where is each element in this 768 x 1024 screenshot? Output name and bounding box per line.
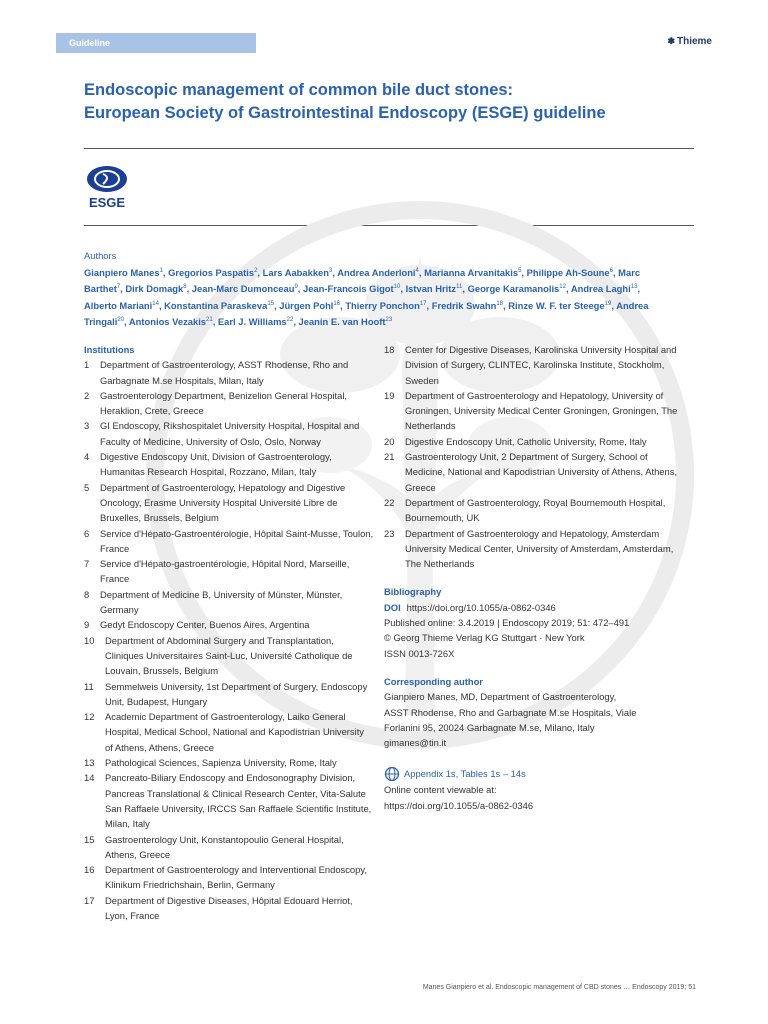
appendix-block: [384, 766, 684, 782]
author-name: Dirk Domagk: [125, 283, 184, 295]
esge-logo-text: ESGE: [88, 195, 126, 210]
author-affiliation: 3: [329, 267, 333, 274]
institution-item: [84, 480, 374, 526]
institution-text: Center for Digestive Diseases, Karolinska University Hospital and Division of Surgery, CLINTEC, Karolinska Institute, Stockholm, Sweden: [405, 344, 677, 386]
institution-item: [84, 357, 374, 388]
title-line-1: Endoscopic management of common bile duct stones:: [84, 81, 514, 99]
author-affiliation: 19: [604, 300, 612, 307]
appendix-url[interactable]: https://doi.org/10.1055/a-0862-0346: [384, 799, 534, 811]
published-line: Published online: 3.4.2019 | Endoscopy 2019; 51: 472–491: [384, 617, 630, 629]
author-name: Gregorios Paspatis: [168, 266, 255, 278]
author-affiliation: 10: [393, 284, 401, 291]
author-name: Jürgen Pohl: [279, 299, 334, 311]
author-affiliation: 9: [294, 284, 298, 291]
institution-number: 2: [84, 389, 90, 401]
section-label: Guideline: [56, 33, 256, 53]
institution-item: [84, 449, 374, 480]
institution-item: [84, 388, 374, 419]
institution-number: 9: [84, 619, 90, 631]
corresponding-line-1: Gianpiero Manes, MD, Department of Gastroenterology,: [384, 691, 617, 703]
globe-icon: [384, 766, 400, 782]
institution-text: Department of Gastroenterology and Hepatology, University of Groningen, University Medical Center Groningen, Groningen, The Netherlands: [405, 389, 678, 432]
institution-number: 10: [84, 634, 95, 646]
thieme-logo-icon: ✽: [667, 36, 675, 46]
author-name: Lars Aabakken: [262, 266, 329, 278]
institution-item: [84, 679, 374, 710]
author-affiliation: 18: [496, 300, 504, 307]
institution-number: 15: [84, 833, 95, 845]
author-name: Jeanin E. van Hooft: [298, 316, 386, 328]
author-name: Fredrik Swahn: [431, 299, 497, 311]
author-name: Jean-Marc Dumonceau: [191, 283, 295, 295]
institution-item: [384, 495, 684, 526]
institution-text: Gastroenterology Department, Benizelion General Hospital, Heraklion, Crete, Greece: [100, 389, 348, 417]
institution-item: [84, 709, 374, 755]
institution-item: [384, 449, 684, 495]
bibliography-label: Bibliography: [384, 586, 442, 598]
esge-emblem-icon: [84, 165, 130, 211]
institution-text: Pathological Sciences, Sapienza University, Rome, Italy: [105, 757, 337, 769]
institution-item: [84, 893, 374, 924]
institution-text: Department of Gastroenterology and Interventional Endoscopy, Klinikum Friedrichshain, Berlin, Germany: [105, 864, 367, 891]
appendix-online-line: Online content viewable at:: [384, 784, 497, 796]
institution-item: [84, 556, 374, 587]
institution-item: [84, 832, 374, 863]
institution-number: 3: [84, 420, 90, 432]
institution-text: Department of Abdominal Surgery and Transplantation, Cliniques Universitaires Saint-Luc, Université Catholique de Louvain, Brussels, Belgium: [105, 634, 353, 677]
author-affiliation: 5: [518, 267, 522, 274]
institution-text: Department of Digestive Diseases, Hôpital Edouard Herriot, Lyon, France: [105, 894, 353, 921]
institutions-column: [84, 342, 374, 923]
author-name: Marc Barthet: [84, 266, 641, 295]
author-name: Thierry Ponchon: [345, 299, 420, 311]
author-name: Antonios Vezakis: [128, 316, 207, 328]
author-affiliation: 12: [559, 284, 566, 291]
institution-text: Gedyt Endoscopy Center, Buenos Aires, Argentina: [100, 619, 310, 631]
institution-text: Service d'Hépato-Gastroentérologie, Hôpital Saint-Musse, Toulon, France: [100, 527, 374, 554]
institution-item: [84, 526, 374, 557]
institution-number: 4: [84, 451, 90, 463]
author-name: Konstantina Paraskeva: [164, 299, 268, 311]
corresponding-email[interactable]: gimanes@tin.it: [384, 737, 447, 749]
corresponding-label: Corresponding author: [384, 675, 483, 687]
author-affiliation: 16: [333, 300, 341, 307]
institution-number: 18: [384, 344, 395, 355]
author-name: Istvan Hritz: [405, 283, 457, 295]
author-affiliation: 13: [630, 284, 638, 291]
institution-text: Gastroenterology Unit, Konstantopoulio General Hospital, Athens, Greece: [105, 833, 344, 860]
author-name: George Karamanolis: [467, 283, 560, 295]
doi-label: DOI: [384, 601, 401, 613]
author-affiliation: 2: [254, 267, 258, 274]
author-name: Earl J. Williams: [217, 316, 287, 328]
author-affiliation: 22: [286, 317, 294, 324]
author-affiliation: 7: [116, 284, 121, 291]
corresponding-line-2: ASST Rhodense, Rho and Garbagnate M.se Hospitals, Viale: [384, 706, 637, 718]
copyright-line: © Georg Thieme Verlag KG Stuttgart · New York: [384, 632, 585, 644]
author-list: Gianpiero Manes$^1$, Gregorios Paspatis$^2$, Lars Aabakken$^3$, Andrea Anderloni$^4$, Marianna Arvanitakis$^5$, Philippe Ah-Soune$^6$, Marc Barthet$^7$, Dirk Domagk$^8$, Jean-Marc Dumonceau$^9$, Jean-Francois Gigot$^{10}$, Istvan Hritz$^{11}$, George Karamanolis$^{12}$, Andrea Laghi$^{13}$, Alberto Mariani$^{14}$, Konstantina Paraskeva$^{15}$, Jürgen Pohl$^{16}$, Thierry Ponchon$^{17}$, Fredrik Swahn$^{18}$, Rinze W. F. ter Steege$^{19}$, Andrea Tringali$^{20}$, Antonios Vezakis$^{21}$, Earl J. Williams$^{22}$, Jeanin E. van Hooft$^{23}$: [84, 266, 649, 328]
institution-item: [84, 862, 374, 893]
institution-text: Digestive Endoscopy Unit, Catholic University, Rome, Italy: [405, 435, 647, 447]
author-name: Andrea Tringali: [84, 299, 649, 328]
institution-text: Semmelweis University, 1st Department of Surgery, Endoscopy Unit, Budapest, Hungary: [105, 680, 368, 707]
institution-item: [384, 342, 684, 388]
authors-label: Authors: [84, 250, 117, 261]
author-affiliation: 17: [419, 300, 427, 307]
institution-item: [84, 418, 374, 449]
author-name: Alberto Mariani: [84, 299, 153, 311]
institution-item: [84, 770, 374, 831]
institution-number: 22: [384, 496, 395, 508]
institution-text: Gastroenterology Unit, 2 Department of Surgery, School of Medicine, National and Kapodistrian University of Athens, Athens, Greece: [405, 451, 678, 493]
institution-number: 12: [84, 711, 95, 723]
author-affiliation: 20: [117, 317, 125, 324]
institution-number: 13: [84, 757, 95, 769]
institutions-label: Institutions: [84, 344, 135, 355]
institution-number: 7: [84, 558, 90, 570]
author-affiliation: 1: [159, 267, 163, 274]
institution-number: 19: [384, 389, 395, 401]
author-affiliation: 23: [385, 317, 393, 324]
issn-line: ISSN 0013-726X: [384, 647, 455, 659]
esge-logo: [84, 165, 130, 211]
institution-text: Pancreato-Biliary Endoscopy and Endosonography Division, Pancreas Translational & Clinical Research Center, Vita-Salute San Raffaele University, IRCCS San Raffaele Scientific Institute, Milan, Italy: [105, 772, 372, 830]
institution-text: Service d'Hépato-gastroentérologie, Hôpital Nord, Marseille, France: [100, 558, 350, 585]
author-affiliation: 14: [152, 300, 159, 307]
publisher-name: Thieme: [676, 36, 712, 47]
institution-number: 1: [84, 359, 90, 371]
author-name: Andrea Laghi: [570, 283, 631, 295]
authors-block: [84, 248, 674, 330]
institution-text: GI Endoscopy, Rikshospitalet University Hospital, Hospital and Faculty of Medicine, University of Oslo, Oslo, Norway: [100, 420, 360, 447]
institution-number: 17: [84, 894, 95, 906]
institution-item: [84, 633, 374, 679]
author-name: Philippe Ah-Soune: [526, 266, 610, 278]
title-line-2: European Society of Gastrointestinal Endoscopy (ESGE) guideline: [84, 104, 606, 122]
institution-text: Department of Gastroenterology, ASST Rhodense, Rho and Garbagnate M.se Hospitals, Milan, Italy: [100, 359, 349, 386]
institution-number: 11: [84, 680, 94, 692]
doi-line: [384, 600, 684, 615]
author-affiliation: 4: [415, 267, 419, 274]
title-rule-top: [84, 148, 694, 149]
institution-number: 23: [384, 527, 395, 539]
author-affiliation: 15: [267, 300, 275, 307]
institution-item: [84, 617, 374, 632]
author-affiliation: 21: [206, 317, 213, 324]
author-name: Rinze W. F. ter Steege: [508, 299, 605, 311]
institution-item: [384, 526, 684, 572]
institution-number: 20: [384, 435, 395, 447]
author-name: Marianna Arvanitakis: [424, 266, 519, 278]
institution-item: [384, 388, 684, 434]
institution-item: [384, 434, 684, 449]
page-footer: Manes Gianpiero et al. Endoscopic management of CBD stones … Endoscopy 2019; 51: [422, 984, 696, 991]
institution-text: Academic Department of Gastroenterology, Laiko General Hospital, Medical School, National and Kapodistrian University of Athens, Athens, Greece: [105, 711, 364, 753]
corresponding-line-3: Forlanini 95, 20024 Garbagnate M.se, Milano, Italy: [384, 721, 595, 733]
author-name: Gianpiero Manes: [84, 266, 160, 278]
institution-number: 6: [84, 527, 90, 539]
institutions-list-right: [384, 342, 684, 571]
institution-number: 14: [84, 772, 95, 784]
institution-item: [84, 755, 374, 770]
article-title: [84, 79, 704, 125]
institution-item: [84, 587, 374, 618]
author-name: Jean-Francois Gigot: [303, 283, 394, 295]
institution-text: Digestive Endoscopy Unit, Division of Gastroenterology, Humanitas Research Hospital, Rozzano, Milan, Italy: [100, 451, 332, 478]
institution-text: Department of Gastroenterology, Royal Bournemouth Hospital, Bournemouth, UK: [405, 496, 666, 524]
author-affiliation: 8: [183, 284, 187, 291]
institutions-list-left: [84, 357, 374, 923]
institution-text: Department of Medicine B, University of Münster, Münster, Germany: [100, 588, 343, 616]
appendix-label: Appendix 1s, Tables 1s – 14s: [404, 768, 526, 780]
institution-number: 8: [84, 588, 90, 600]
institution-text: Department of Gastroenterology, Hepatology and Digestive Oncology, Erasme University Hospital Université Libre de Bruxelles, Brussels, Belgium: [100, 481, 346, 524]
institution-number: 21: [384, 451, 395, 463]
institution-text: Department of Gastroenterology and Hepatology, Amsterdam University Medical Center, University of Amsterdam, Amsterdam, The Netherlands: [405, 527, 674, 570]
institution-number: 5: [84, 481, 90, 493]
publisher-brand: [667, 36, 712, 47]
institution-number: 16: [84, 864, 95, 876]
doi-link[interactable]: https://doi.org/10.1055/a-0862-0346: [406, 601, 556, 613]
author-affiliation: 6: [609, 267, 613, 274]
author-affiliation: 11: [456, 284, 463, 291]
author-name: Andrea Anderloni: [337, 266, 416, 278]
right-column: [384, 342, 684, 813]
